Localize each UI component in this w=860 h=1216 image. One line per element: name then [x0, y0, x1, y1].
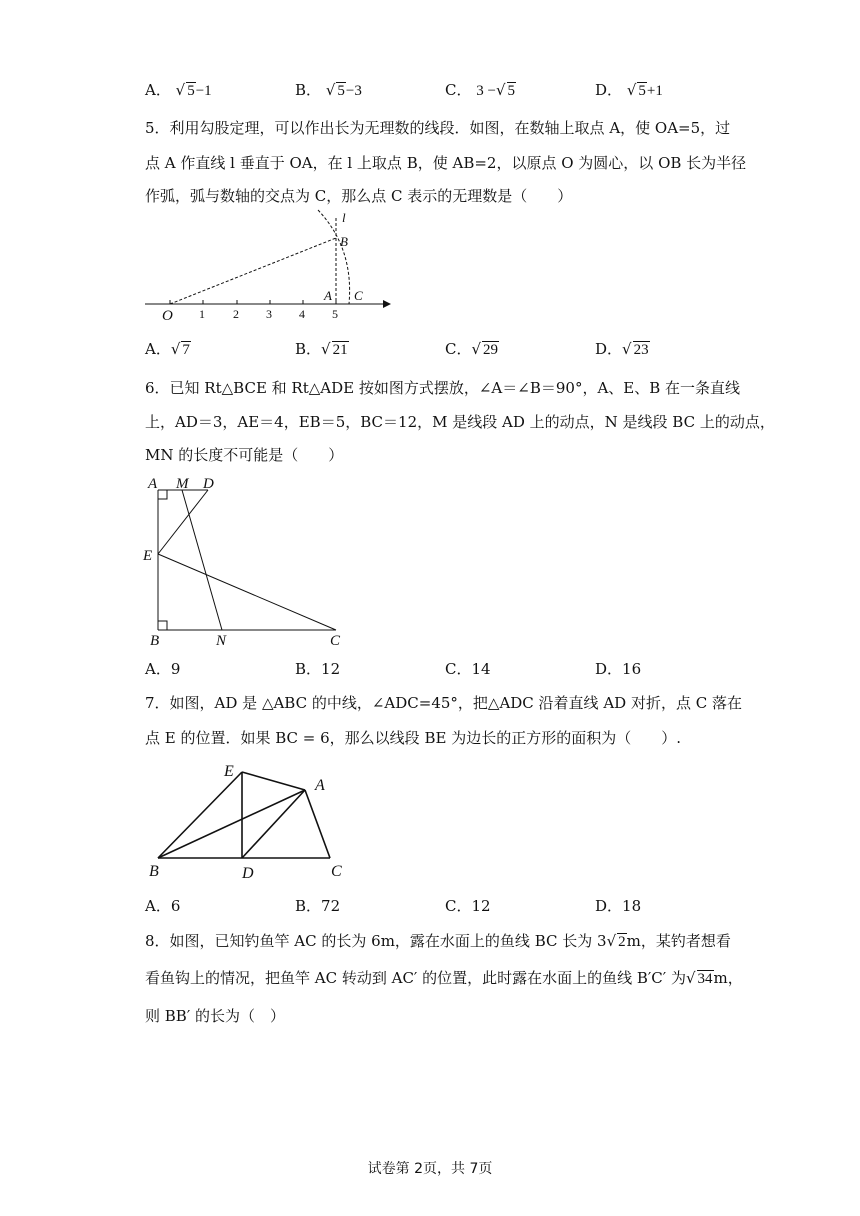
option-value: 9 [170, 660, 181, 678]
label-e: E [224, 763, 234, 780]
option-value: 12 [321, 660, 341, 678]
right-angle-b-icon [158, 621, 167, 630]
radicand: 5 [337, 83, 345, 99]
option-letter: B． [295, 81, 322, 99]
q7-text-line-1: 7．如图，AD 是 △ABC 的中线，∠ADC=45°，把△ADC 沿着直线 AD 对折，点 C 落在 [145, 694, 742, 712]
option-expression [627, 83, 663, 99]
option-expression [321, 342, 349, 358]
page-footer: 试卷第 2页，共 7页 [367, 1161, 493, 1177]
option-value: 18 [622, 897, 642, 915]
label-m: M [176, 476, 189, 492]
segment-da [242, 790, 305, 858]
segment-ob [170, 238, 336, 304]
q8-line1-suffix: m，某钓者想看 [626, 932, 731, 950]
q8-line2-suffix: m， [713, 969, 743, 987]
segment-ec [158, 554, 336, 630]
option-letter: D． [595, 897, 623, 915]
option-letter: D． [595, 340, 623, 358]
label-d: D [203, 476, 214, 492]
q8-line2-prefix: 看鱼钩上的情况，把鱼竿 AC 转动到 AC′ 的位置，此时露在水面上的鱼线 B′C′ 为 [145, 969, 686, 987]
sqrt-sign: √ [325, 81, 336, 99]
q7-option-d [595, 896, 641, 916]
q5-option-b [295, 339, 349, 360]
option-expression [622, 342, 650, 358]
option-expression [476, 83, 516, 99]
q6-option-c [445, 659, 491, 679]
option-letter: A． [145, 81, 171, 99]
tick-label-4: 4 [299, 307, 305, 321]
option-expression [326, 83, 362, 99]
label-e: E [143, 548, 153, 564]
label-b: B [149, 863, 159, 880]
q8-text-line-2 [145, 968, 743, 989]
expr-suffix: −1 [195, 83, 212, 99]
label-a: A [148, 476, 158, 492]
segment-mn [182, 490, 222, 630]
sqrt-sign: √ [685, 969, 696, 987]
option-letter: A． [145, 660, 171, 678]
q6-text-line-3: MN 的长度不可能是（ ） [145, 446, 344, 464]
option-letter: B． [295, 897, 322, 915]
option-expression [471, 342, 499, 358]
option-value: 14 [471, 660, 491, 678]
radicand: 34 [697, 971, 713, 987]
option-expression [171, 342, 191, 358]
segment-ea [242, 772, 305, 790]
label-a: A [315, 777, 325, 794]
option-letter: C． [445, 340, 472, 358]
label-o: O [162, 308, 173, 324]
radicand: 2 [618, 934, 626, 950]
segment-de [158, 490, 208, 554]
sqrt-sign: √ [622, 340, 632, 358]
radicand: 5 [187, 83, 195, 99]
q7-option-c [445, 896, 491, 916]
option-value: 12 [471, 897, 491, 915]
option-letter: A． [145, 340, 171, 358]
right-angle-a-icon [158, 490, 167, 499]
q6-option-a [145, 659, 180, 679]
q4-option-a [145, 80, 212, 101]
sqrt-sign: √ [626, 81, 637, 99]
q6-option-b [295, 659, 340, 679]
radicand: 5 [638, 83, 646, 99]
radicand: 5 [507, 83, 516, 99]
radicand: 7 [182, 342, 190, 358]
option-value: 6 [170, 897, 181, 915]
q6-text-line-2: 上，AD＝3，AE＝4，EB＝5，BC＝12，M 是线段 AD 上的动点，N 是线段 BC 上的动点， [145, 413, 775, 431]
q6-option-d [595, 659, 641, 679]
option-expression [176, 83, 212, 99]
label-n: N [216, 633, 227, 649]
q7-option-a [145, 896, 180, 916]
expr-prefix: 3 − [476, 83, 496, 99]
axis-arrow-icon [383, 300, 391, 308]
q8-sqrt-expression [607, 934, 627, 950]
q8-text-line-1 [145, 931, 731, 952]
option-letter: C． [445, 81, 472, 99]
sqrt-sign: √ [321, 340, 331, 358]
q5-option-c [445, 339, 499, 360]
label-a: A [324, 288, 332, 303]
segment-ac [305, 790, 330, 858]
label-c: C [330, 633, 341, 649]
q6-triangles-figure [140, 472, 350, 652]
q5-option-d [595, 339, 650, 360]
tick-label-5: 5 [332, 307, 338, 321]
q8-text-line-3: 则 BB′ 的长为（ ） [145, 1007, 285, 1025]
label-b: B [340, 234, 348, 249]
q7-text-line-2: 点 E 的位置．如果 BC = 6，那么以线段 BE 为边长的正方形的面积为（ ）. [145, 729, 681, 747]
q7-fold-figure [140, 758, 360, 886]
segment-ba [158, 790, 305, 858]
label-d: D [242, 865, 254, 882]
tick-label-2: 2 [233, 307, 239, 321]
expr-suffix: −3 [345, 83, 362, 99]
segment-be [158, 772, 242, 858]
option-letter: C． [445, 660, 472, 678]
q8-sqrt-expression [686, 971, 714, 987]
q6-text-line-1: 6．已知 Rt△BCE 和 Rt△ADE 按如图方式摆放，∠A＝∠B＝90°，A、E、B 在一条直线 [145, 379, 741, 397]
q5-text-line-3: 作弧，弧与数轴的交点为 C，那么点 C 表示的无理数是（ ） [145, 187, 573, 205]
radicand: 29 [483, 342, 499, 358]
radicand: 21 [332, 342, 348, 358]
radicand: 23 [633, 342, 649, 358]
q5-text-line-2: 点 A 作直线 l 垂直于 OA，在 l 上取点 B，使 AB=2，以原点 O 为圆心，以 OB 长为半径 [145, 154, 747, 172]
sqrt-sign: √ [495, 81, 506, 99]
label-c: C [354, 288, 363, 303]
label-l: l [342, 210, 346, 225]
option-letter: A． [145, 897, 171, 915]
option-letter: D． [595, 660, 623, 678]
q5-text-line-1: 5．利用勾股定理，可以作出长为无理数的线段．如图，在数轴上取点 A，使 OA=5，过 [145, 119, 731, 137]
tick-label-1: 1 [199, 307, 205, 321]
option-letter: B． [295, 660, 322, 678]
tick-label-3: 3 [266, 307, 272, 321]
q4-option-b [295, 80, 362, 101]
label-c: C [331, 863, 342, 880]
q7-option-b [295, 896, 340, 916]
label-b: B [150, 633, 160, 649]
option-letter: D． [595, 81, 623, 99]
sqrt-sign: √ [471, 340, 482, 358]
option-value: 16 [622, 660, 642, 678]
q4-option-c [445, 80, 516, 101]
sqrt-sign: √ [606, 932, 617, 950]
option-letter: C． [445, 897, 472, 915]
sqrt-sign: √ [175, 81, 186, 99]
q5-option-a [145, 339, 191, 360]
q5-number-line-figure [140, 208, 400, 324]
q4-option-d [595, 80, 663, 101]
q8-line1-prefix: 8．如图，已知钓鱼竿 AC 的长为 6m，露在水面上的鱼线 BC 长为 3 [145, 932, 607, 950]
expr-suffix: +1 [646, 83, 663, 99]
sqrt-sign: √ [170, 340, 181, 358]
option-value: 72 [321, 897, 341, 915]
option-letter: B． [295, 340, 322, 358]
